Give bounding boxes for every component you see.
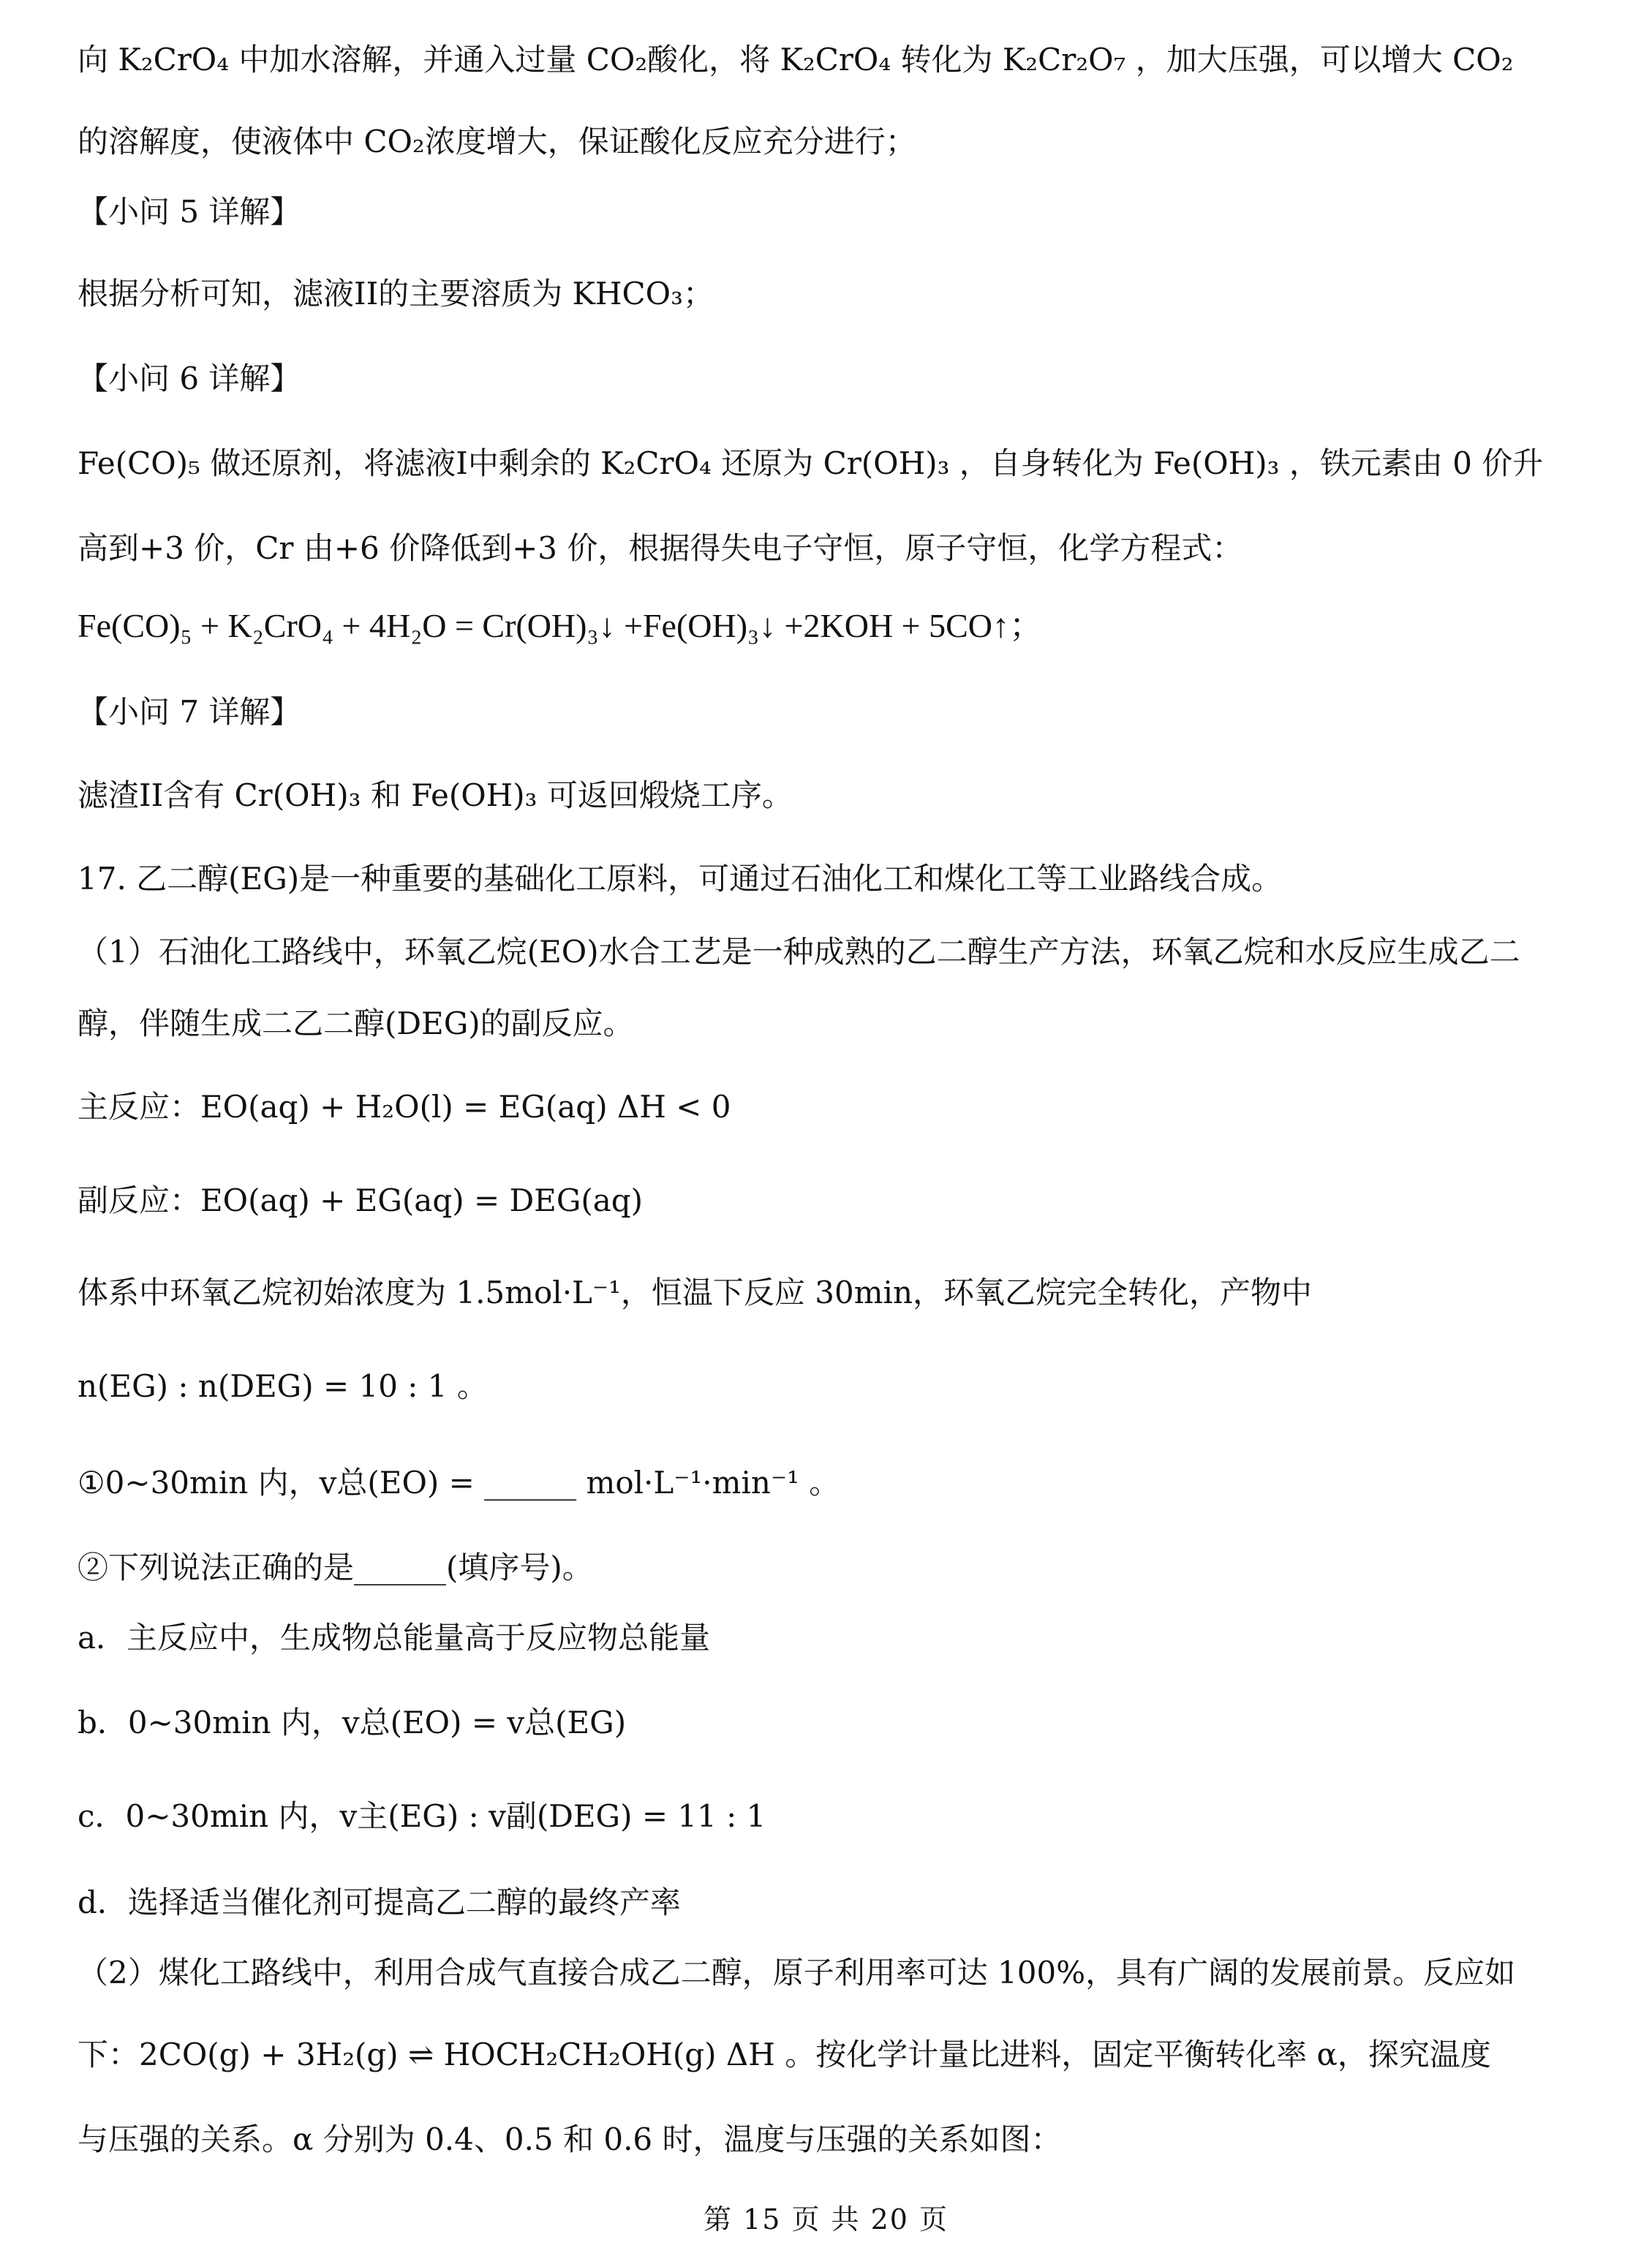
text-line: （2）煤化工路线中，利用合成气直接合成乙二醇，原子利用率可达 100%，具有广阔的发展前景。反应如 [78, 1955, 1516, 1991]
equation-line: Fe(CO)₅ + K₂CrO₄ + 4H₂O = Cr(OH)₃↓ +Fe(OH)₃↓ +2KOH + 5CO↑； [78, 607, 1044, 644]
text-line: 向 K₂CrO₄ 中加水溶解，并通入过量 CO₂酸化，将 K₂CrO₄ 转化为 K₂Cr₂O₇ ，加大压强，可以增大 CO₂ [78, 42, 1514, 78]
text-line: 与压强的关系。α 分别为 0.4、0.5 和 0.6 时，温度与压强的关系如图： [78, 2121, 1062, 2157]
section-heading: 【小问 5 详解】 [78, 194, 301, 230]
equation-line: 副反应：EO(aq) + EG(aq) = DEG(aq) [78, 1182, 644, 1218]
equation-line: n(EG) : n(DEG) = 10 : 1 。 [78, 1368, 488, 1404]
text-line: 滤渣II含有 Cr(OH)₃ 和 Fe(OH)₃ 可返回煅烧工序。 [78, 777, 793, 813]
equation-line: 主反应：EO(aq) + H₂O(l) = EG(aq) ΔH < 0 [78, 1089, 731, 1125]
option-d: d．选择适当催化剂可提高乙二醇的最终产率 [78, 1884, 681, 1920]
text-line: 的溶解度，使液体中 CO₂浓度增大，保证酸化反应充分进行； [78, 124, 916, 159]
text-line: 体系中环氧乙烷初始浓度为 1.5mol·L⁻¹，恒温下反应 30min，环氧乙烷完全转化，产物中 [78, 1275, 1313, 1310]
text-line: 醇，伴随生成二乙二醇(DEG)的副反应。 [78, 1005, 634, 1041]
page-footer: 第 15 页 共 20 页 [703, 2203, 949, 2235]
text-line: Fe(CO)₅ 做还原剂，将滤液I中剩余的 K₂CrO₄ 还原为 Cr(OH)₃ ，自身转化为 Fe(OH)₃ ，铁元素由 0 价升 [78, 445, 1544, 481]
section-heading: 【小问 6 详解】 [78, 361, 301, 396]
question-item: ①0~30min 内，v总(EO) = ______ mol·L⁻¹·min⁻¹ 。 [78, 1465, 840, 1501]
text-line: （1）石油化工路线中，环氧乙烷(EO)水合工艺是一种成熟的乙二醇生产方法，环氧乙烷和水反应生成乙二 [78, 934, 1520, 970]
option-c: c．0~30min 内，v主(EG) : v副(DEG) = 11 : 1 [78, 1798, 766, 1834]
option-a: a．主反应中，生成物总能量高于反应物总能量 [78, 1620, 711, 1656]
option-b: b．0~30min 内，v总(EO) = v总(EG) [78, 1705, 627, 1740]
text-line: 根据分析可知，滤液II的主要溶质为 KHCO₃； [78, 276, 714, 312]
question-item: ②下列说法正确的是______(填序号)。 [78, 1550, 593, 1585]
equation-line: 下：2CO(g) + 3H₂(g) ⇌ HOCH₂CH₂OH(g) ΔH 。按化学计量比进料，固定平衡转化率 α，探究温度 [78, 2037, 1491, 2072]
question-title: 17. 乙二醇(EG)是一种重要的基础化工原料，可通过石油化工和煤化工等工业路线合成。 [78, 861, 1283, 897]
section-heading: 【小问 7 详解】 [78, 694, 301, 730]
text-line: 高到+3 价，Cr 由+6 价降低到+3 价，根据得失电子守恒，原子守恒，化学方程式： [78, 530, 1243, 566]
